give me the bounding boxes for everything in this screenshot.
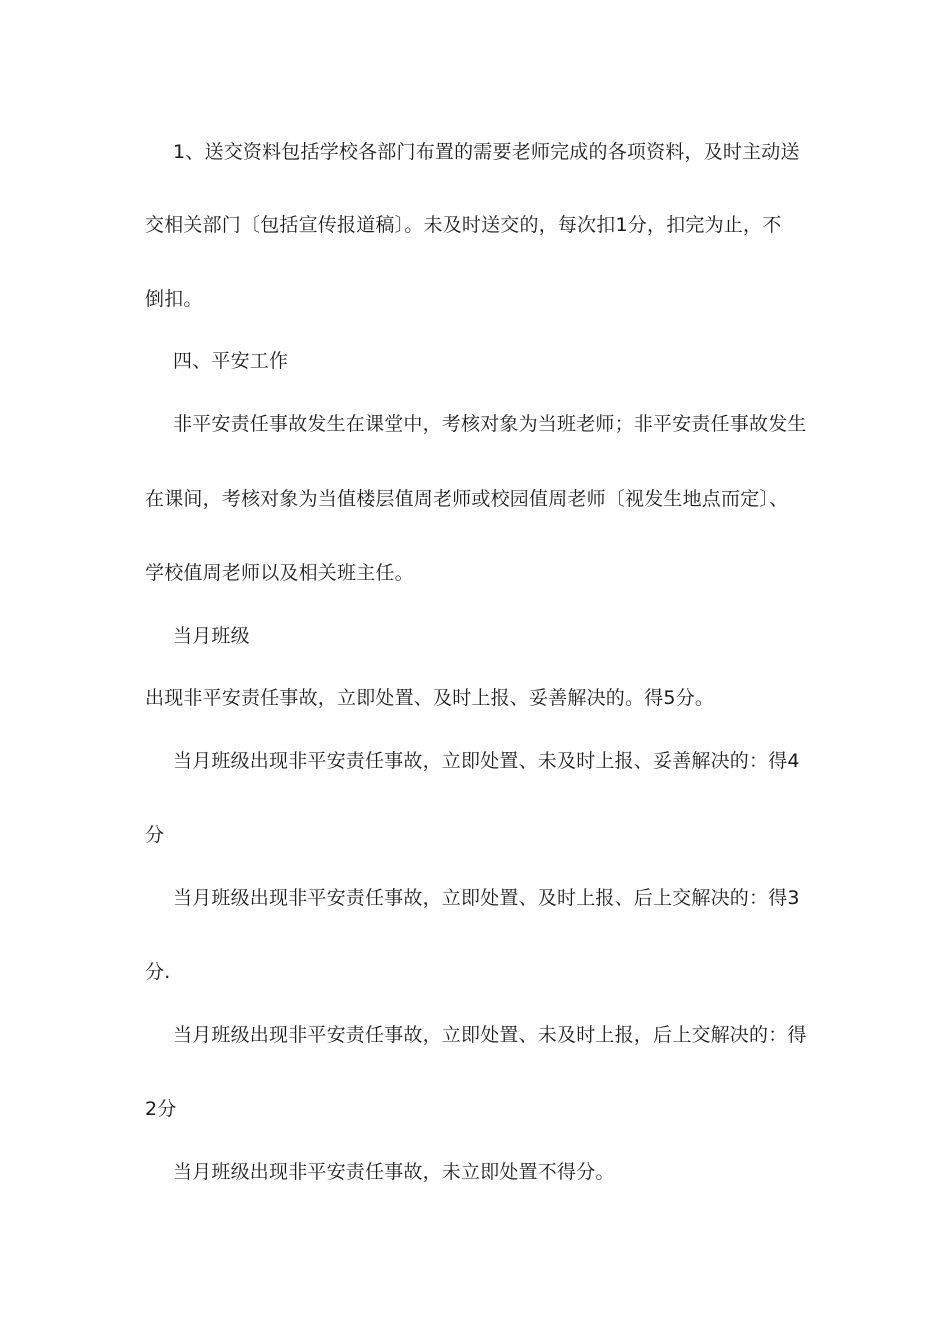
paragraph-line: 在课间，考核对象为当值楼层值周老师或校园值周老师〔视发生地点而定〕、 (145, 488, 789, 510)
paragraph-line: 交相关部门〔包括宣传报道稿〕。未及时送交的，每次扣1分，扣完为止，不 (145, 214, 782, 236)
paragraph-line: 当月班级出现非平安责任事故，未立即处置不得分。 (173, 1161, 615, 1183)
paragraph-line: 2分 (145, 1098, 177, 1120)
paragraph-line: 1、送交资料包括学校各部门布置的需要老师完成的各项资料，及时主动送 (173, 141, 800, 163)
paragraph-line: 当月班级 (173, 625, 250, 647)
paragraph-line: 出现非平安责任事故，立即处置、及时上报、妥善解决的。得5分。 (145, 687, 715, 709)
paragraph-line: 当月班级出现非平安责任事故，立即处置、及时上报、后上交解决的：得3 (173, 887, 800, 909)
paragraph-line: 非平安责任事故发生在课堂中，考核对象为当班老师；非平安责任事故发生 (173, 413, 807, 435)
paragraph-line: 分. (145, 961, 171, 983)
paragraph-line: 分 (145, 824, 165, 846)
paragraph-line: 当月班级出现非平安责任事故，立即处置、未及时上报，后上交解决的：得 (173, 1024, 807, 1046)
section-heading: 四、平安工作 (173, 350, 289, 372)
paragraph-line: 学校值周老师以及相关班主任。 (145, 562, 414, 584)
paragraph-line: 倒扣。 (145, 288, 203, 310)
paragraph-line: 当月班级出现非平安责任事故，立即处置、未及时上报、妥善解决的：得4 (173, 750, 800, 772)
